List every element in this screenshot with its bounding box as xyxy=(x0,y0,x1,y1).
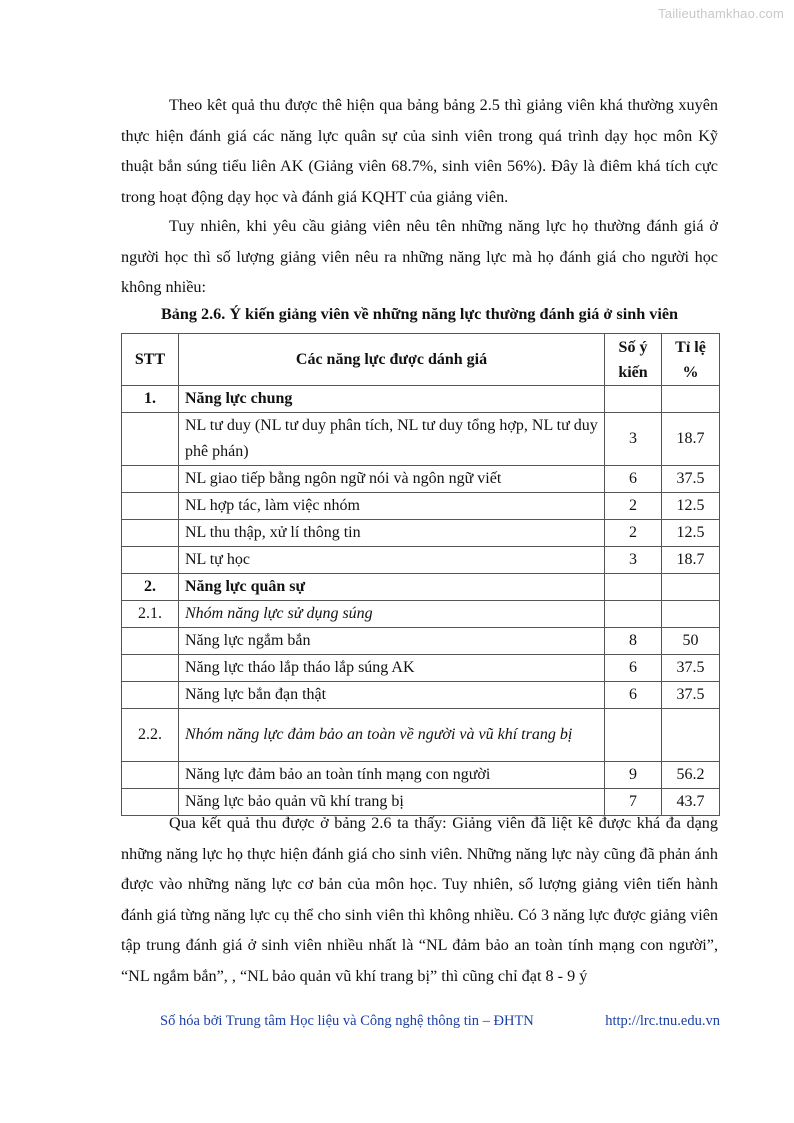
cell-percent: 43.7 xyxy=(662,789,720,816)
table-row xyxy=(122,601,720,628)
cell-stt: 2. xyxy=(122,574,179,601)
cell-competency: NL hợp tác, làm việc nhóm xyxy=(179,493,605,520)
cell-percent: 56.2 xyxy=(662,762,720,789)
cell-percent: 18.7 xyxy=(662,413,720,466)
cell-count: 8 xyxy=(605,628,662,655)
cell-stt: 1. xyxy=(122,386,179,413)
cell-count xyxy=(605,386,662,413)
cell-stt xyxy=(122,466,179,493)
cell-count: 3 xyxy=(605,547,662,574)
cell-count: 3 xyxy=(605,413,662,466)
cell-percent: 37.5 xyxy=(662,655,720,682)
cell-count: 2 xyxy=(605,493,662,520)
table-row xyxy=(122,682,720,709)
paragraph-analysis: Qua kết quả thu được ở bảng 2.6 ta thấy: Giảng viên đã liệt kê được khá đa dạng những năng lực họ thực hiện đánh giá cho sinh viên. Những năng lực này cũng đã phản ánh được vào những năng lực cơ bản của môn học. Tuy nhiên, số lượng giảng viên tiến hành đánh giá từng năng lực cụ thể cho sinh viên thì không nhiều. Có 3 năng lực được giảng viên tập trung đánh giá ở sinh viên nhiều nhất là “NL đảm bảo an toàn tính mạng con người”, “NL ngắm bắn”, , “NL bảo quản vũ khí trang bị” thì cũng chỉ đạt 8 - 9 ý xyxy=(121,814,718,985)
cell-percent xyxy=(662,709,720,762)
cell-stt xyxy=(122,547,179,574)
cell-count xyxy=(605,709,662,762)
table-row xyxy=(122,520,720,547)
table-row xyxy=(122,466,720,493)
table-row xyxy=(122,493,720,520)
table-row xyxy=(122,547,720,574)
header-competency: Các năng lực được dánh giá xyxy=(179,334,605,386)
footer-link[interactable]: http://lrc.tnu.edu.vn xyxy=(605,1013,720,1029)
table-row xyxy=(122,574,720,601)
cell-percent xyxy=(662,601,720,628)
cell-stt xyxy=(122,655,179,682)
table-header-row xyxy=(122,334,720,386)
cell-percent: 50 xyxy=(662,628,720,655)
cell-count xyxy=(605,601,662,628)
cell-percent: 12.5 xyxy=(662,493,720,520)
cell-count: 6 xyxy=(605,655,662,682)
table-row xyxy=(122,709,720,762)
cell-percent: 37.5 xyxy=(662,466,720,493)
cell-competency: Năng lực chung xyxy=(179,386,605,413)
cell-competency: Năng lực bắn đạn thật xyxy=(179,682,605,709)
cell-competency: Năng lực bảo quản vũ khí trang bị xyxy=(179,789,605,816)
table-row xyxy=(122,762,720,789)
cell-count: 6 xyxy=(605,466,662,493)
cell-competency: Nhóm năng lực sử dụng súng xyxy=(179,601,605,628)
cell-percent: 37.5 xyxy=(662,682,720,709)
cell-count: 9 xyxy=(605,762,662,789)
page-footer xyxy=(160,1013,720,1030)
footer-text: Số hóa bởi Trung tâm Học liệu và Công nghệ thông tin – ĐHTN xyxy=(160,1013,534,1029)
cell-stt: 2.2. xyxy=(122,709,179,762)
cell-stt xyxy=(122,628,179,655)
cell-stt xyxy=(122,682,179,709)
cell-count: 6 xyxy=(605,682,662,709)
cell-stt xyxy=(122,520,179,547)
cell-competency: NL tư duy (NL tư duy phân tích, NL tư duy tổng hợp, NL tư duy phê phán) xyxy=(179,413,605,466)
cell-competency: NL thu thập, xử lí thông tin xyxy=(179,520,605,547)
paragraph-intro: Theo kêt quả thu được thê hiện qua bảng bảng 2.5 thì giảng viên khá thường xuyên thực hiện đánh giá các năng lực quân sự của sinh viên trong quá trình dạy học môn Kỹ thuật bắn súng tiểu liên AK (Giảng viên 68.7%, sinh viên 56%). Đây là điêm khá tích cực trong hoạt động dạy học và đánh giá KQHT của giảng viên. xyxy=(121,96,718,206)
table-caption: Bảng 2.6. Ý kiến giảng viên về những năng lực thường đánh giá ở sinh viên xyxy=(160,305,679,323)
table-row xyxy=(122,386,720,413)
cell-percent: 18.7 xyxy=(662,547,720,574)
table-row xyxy=(122,628,720,655)
cell-count: 2 xyxy=(605,520,662,547)
paragraph-context: Tuy nhiên, khi yêu cầu giảng viên nêu tên những năng lực họ thường đánh giá ở người học thì số lượng giảng viên nêu ra những năng lực mà họ đánh giá cho người học không nhiều: xyxy=(121,217,718,296)
cell-competency: Năng lực ngắm bắn xyxy=(179,628,605,655)
cell-stt xyxy=(122,762,179,789)
cell-competency: NL giao tiếp bằng ngôn ngữ nói và ngôn ngữ viết xyxy=(179,466,605,493)
cell-stt: 2.1. xyxy=(122,601,179,628)
cell-count xyxy=(605,574,662,601)
cell-stt xyxy=(122,493,179,520)
cell-competency: NL tự học xyxy=(179,547,605,574)
competency-table xyxy=(121,333,720,816)
cell-percent xyxy=(662,574,720,601)
cell-competency: Nhóm năng lực đảm bảo an toàn về người và vũ khí trang bị xyxy=(179,709,605,762)
table-row xyxy=(122,413,720,466)
cell-percent: 12.5 xyxy=(662,520,720,547)
header-percent: Tỉ lệ % xyxy=(662,334,720,386)
table-row xyxy=(122,655,720,682)
watermark: Tailieuthamkhao.com xyxy=(658,6,784,21)
cell-competency: Năng lực quân sự xyxy=(179,574,605,601)
header-stt: STT xyxy=(122,334,179,386)
header-count: Số ý kiến xyxy=(605,334,662,386)
cell-competency: Năng lực tháo lắp tháo lắp súng AK xyxy=(179,655,605,682)
cell-percent xyxy=(662,386,720,413)
cell-competency: Năng lực đảm bảo an toàn tính mạng con người xyxy=(179,762,605,789)
cell-stt xyxy=(122,413,179,466)
cell-count: 7 xyxy=(605,789,662,816)
